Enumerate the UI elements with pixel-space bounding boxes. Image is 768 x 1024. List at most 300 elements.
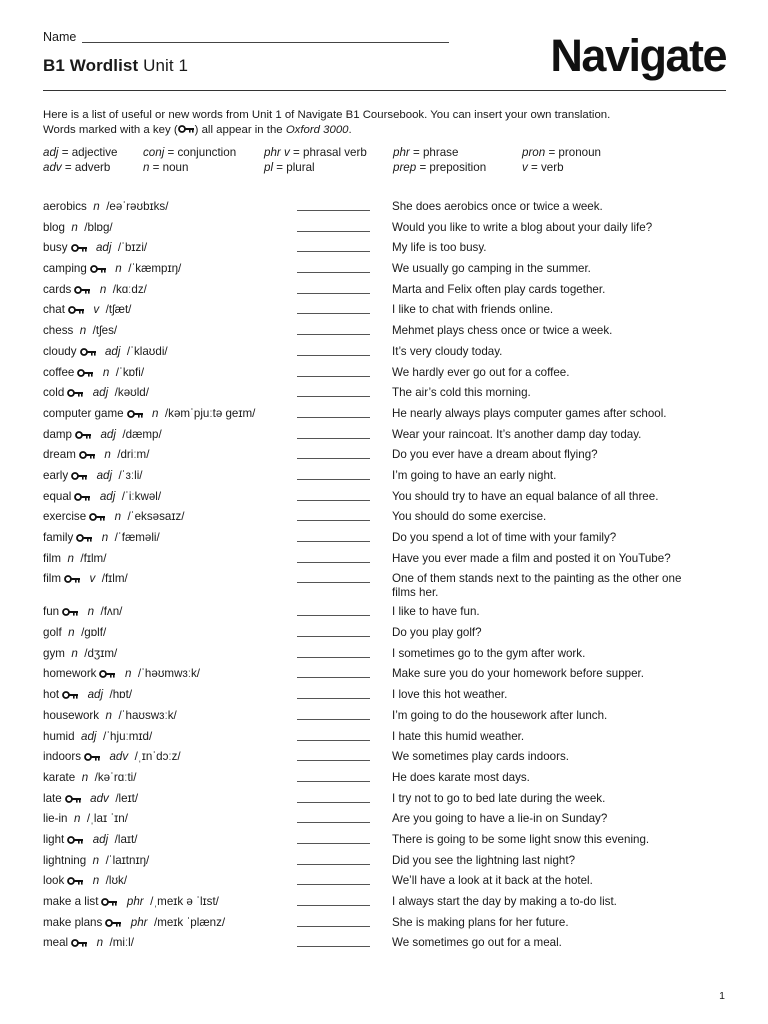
wordlist-row [43,707,733,728]
headword: make a list [43,895,99,908]
word-entry [43,605,122,618]
phonetic: /fʌn/ [100,605,123,619]
part-of-speech: n [71,646,78,660]
translation-blank[interactable] [297,396,370,397]
oxford-key-icon [101,895,118,908]
word-entry [43,428,162,441]
word-entry [43,709,177,722]
title-rest: Unit 1 [138,56,189,75]
phonetic: /ˈeksəsaɪz/ [127,510,185,524]
example-sentence: One of them stands next to the painting as the other one films her. [392,572,682,600]
phonetic: /ˈhəʊmwɜːk/ [137,667,200,681]
phonetic: /ˈiːkwəl/ [121,489,162,503]
word-entry [43,667,200,680]
headword: hot [43,688,60,702]
abbreviation-column-4 [393,145,486,175]
wordlist-row [43,426,733,447]
part-of-speech: v [93,303,100,317]
wordlist-row [43,281,733,302]
page-title [43,56,188,76]
phonetic: /tʃes/ [92,324,118,338]
phonetic: /ˈfæməli/ [114,531,160,544]
abbr-term: v [522,161,528,174]
wordlist-row [43,343,733,364]
wordlist-row [43,748,733,769]
name-label: Name [43,30,77,44]
abbreviation-column-1 [43,145,117,175]
translation-blank[interactable] [297,946,370,947]
example-sentence: He nearly always plays computer games after school. [392,406,667,420]
wordlist-row [43,810,733,831]
abbr-meaning: = adjective [58,146,118,159]
header-divider [43,90,726,91]
part-of-speech: adj [99,489,116,503]
intro-line-2-c: . [348,124,352,136]
headword: karate [43,770,76,784]
wordlist-row [43,914,733,935]
word-entry [43,771,136,784]
abbreviation-column-2 [143,145,236,175]
part-of-speech: n [93,200,100,213]
wordlist-row [43,239,733,260]
translation-blank[interactable] [297,781,370,782]
example-sentence: I like to chat with friends online. [392,303,554,317]
wordlist-row [43,446,733,467]
translation-blank[interactable] [297,417,370,418]
example-sentence: I’m going to do the housework after lunch. [392,708,608,722]
word-entry [43,200,168,213]
wordlist-row [43,570,733,603]
word-entry [43,895,219,908]
phonetic: /blɒg/ [84,220,113,234]
phonetic: /ˈbɪzi/ [117,241,148,255]
word-entry [43,936,134,949]
wordlist-row [43,301,733,322]
translation-blank[interactable] [297,438,370,439]
wordlist-row [43,467,733,488]
phonetic: /dʒɪm/ [84,646,118,660]
abbr-term: n [143,161,150,174]
translation-blank[interactable] [297,231,370,232]
word-entry [43,647,117,660]
title-bold: B1 Wordlist [43,56,139,75]
translation-blank[interactable] [297,562,370,563]
word-entry [43,469,143,482]
headword: early [43,468,69,482]
phonetic: /kəˈrɑːti/ [94,770,137,784]
oxford-key-icon [178,123,195,138]
headword: chess [43,324,74,338]
oxford-key-icon [65,792,82,805]
part-of-speech: adj [95,241,112,255]
example-sentence: The air’s cold this morning. [392,386,531,400]
word-entry [43,510,185,523]
oxford-key-icon [74,283,91,296]
intro-line-2-b: ) all appear in the [194,124,286,136]
abbr-meaning: = phrase [409,146,459,159]
part-of-speech: n [71,220,78,234]
translation-blank[interactable] [297,582,370,583]
abbr-meaning: = pronoun [545,146,601,159]
example-sentence: We sometimes play cards indoors. [392,750,569,764]
part-of-speech: n [105,708,112,722]
word-entry [43,386,149,399]
translation-blank[interactable] [297,520,370,521]
translation-blank[interactable] [297,926,370,927]
word-entry [43,448,149,461]
part-of-speech: n [67,551,74,565]
headword: coffee [43,365,75,379]
headword: late [43,791,62,805]
word-entry [43,324,117,337]
intro-line-2-a: Words marked with a key ( [43,124,178,136]
translation-blank[interactable] [297,636,370,637]
part-of-speech: adv [90,791,109,805]
translation-blank[interactable] [297,210,370,211]
wordlist-rows [43,198,733,955]
part-of-speech: adj [81,729,97,743]
example-sentence: I always start the day by making a to-do list. [392,895,617,908]
phonetic: /fɪlm/ [101,572,128,586]
part-of-speech: adj [92,832,109,846]
part-of-speech: adj [100,427,116,441]
phonetic: /ˈhaʊswɜːk/ [118,708,177,722]
part-of-speech: n [99,282,107,296]
word-entry [43,833,138,846]
part-of-speech: n [81,770,89,784]
word-entry [43,366,144,379]
wordlist-row [43,405,733,426]
part-of-speech: n [92,853,100,867]
phonetic: /meɪk ˈplænz/ [153,915,226,929]
part-of-speech: n [104,448,111,462]
example-sentence: I hate this humid weather. [392,729,525,743]
abbr-term: phr [393,146,410,159]
word-entry [43,221,113,234]
oxford-3000-text: Oxford 3000 [285,124,349,136]
translation-blank[interactable] [297,615,370,616]
oxford-key-icon [67,386,84,399]
example-sentence: I’m going to have an early night. [392,468,557,482]
example-sentence: My life is too busy. [392,241,487,255]
wordlist-row [43,686,733,707]
word-entry [43,688,132,701]
oxford-key-icon [89,510,106,523]
phonetic: /kəmˈpjuːtə geɪm/ [164,406,256,420]
example-sentence: There is going to be some light snow this evening. [392,832,650,846]
example-sentence: I try not to go to bed late during the week. [392,791,606,805]
oxford-key-icon [62,688,79,701]
name-field-line[interactable] [82,42,449,43]
phonetic: /ˈlaɪtnɪŋ/ [105,853,150,867]
translation-blank[interactable] [297,313,370,314]
oxford-key-icon [77,366,94,379]
oxford-key-icon [68,303,85,316]
wordlist-row [43,322,733,343]
oxford-key-icon [76,531,93,544]
wordlist-row [43,645,733,666]
oxford-key-icon [105,916,122,929]
example-sentence: She is making plans for her future. [392,915,569,929]
translation-blank[interactable] [297,272,370,273]
phonetic: /ˈkæmpɪŋ/ [128,262,182,276]
part-of-speech: n [87,605,95,619]
part-of-speech: n [68,626,75,640]
example-sentence: She does aerobics once or twice a week. [392,200,603,213]
phonetic: /ˈkɒfi/ [115,365,145,379]
example-sentence: We sometimes go out for a meal. [392,936,562,950]
abbr-meaning: = verb [527,161,564,174]
headword: busy [43,241,68,255]
headword: housework [43,708,100,722]
wordlist-row [43,508,733,529]
word-entry [43,262,181,275]
phonetic: /tʃæt/ [105,303,132,317]
headword: cards [43,282,72,296]
part-of-speech: n [114,510,122,524]
word-entry [43,812,128,825]
phonetic: /ˌmeɪk ə ˈlɪst/ [150,895,219,908]
translation-blank[interactable] [297,864,370,865]
headword: damp [43,427,73,441]
part-of-speech: phr [130,915,148,929]
word-entry [43,241,147,254]
part-of-speech: n [92,874,100,888]
headword: meal [43,936,69,950]
phonetic: /lʊk/ [105,874,128,888]
word-entry [43,303,131,316]
wordlist-row [43,852,733,873]
oxford-key-icon [74,490,91,503]
oxford-key-icon [99,667,116,680]
translation-blank[interactable] [297,458,370,459]
oxford-key-icon [84,750,101,763]
translation-blank[interactable] [297,822,370,823]
oxford-key-icon [67,833,84,846]
headword: blog [43,220,65,234]
phonetic: /ˈklaʊdi/ [126,344,168,358]
phonetic: /ˌlaɪ ˈɪn/ [86,812,128,826]
word-entry [43,407,255,420]
example-sentence: Make sure you do your homework before supper. [392,667,644,681]
oxford-key-icon [71,936,88,949]
wordlist-row [43,219,733,240]
translation-blank[interactable] [297,698,370,699]
translation-blank[interactable] [297,740,370,741]
headword: computer game [43,406,124,420]
abbr-term: adj [43,146,59,159]
word-entry [43,552,106,565]
headword: film [43,551,62,565]
part-of-speech: n [124,667,132,681]
translation-blank[interactable] [297,479,370,480]
intro-text [43,108,733,138]
example-sentence: We’ll have a look at it back at the hotel. [392,874,593,888]
wordlist-row [43,934,733,955]
wordlist-row [43,488,733,509]
part-of-speech: adj [96,468,113,482]
abbr-meaning: = plural [273,161,315,174]
translation-blank[interactable] [297,500,370,501]
navigate-logo: Navigate [550,30,726,81]
wordlist-row [43,728,733,749]
example-sentence: We usually go camping in the summer. [392,262,591,276]
headword: golf [43,626,62,640]
oxford-key-icon [80,345,97,358]
headword: light [43,832,65,846]
word-entry [43,283,147,296]
wordlist-row [43,260,733,281]
example-sentence: It’s very cloudy today. [392,344,503,358]
phonetic: /fɪlm/ [80,551,107,565]
wordlist-row [43,384,733,405]
oxford-key-icon [90,262,107,275]
translation-blank[interactable] [297,293,370,294]
headword: lightning [43,853,87,867]
translation-blank[interactable] [297,802,370,803]
abbr-meaning: = adverb [61,161,111,174]
headword: exercise [43,510,87,524]
abbr-term: adv [43,161,62,174]
word-entry [43,572,128,585]
wordlist-row [43,624,733,645]
example-sentence: I like to have fun. [392,605,480,619]
translation-blank[interactable] [297,376,370,377]
phonetic: /miːl/ [109,936,134,950]
headword: indoors [43,750,82,764]
example-sentence: Would you like to write a blog about your daily life? [392,220,653,234]
part-of-speech: n [152,406,159,420]
wordlist-row [43,790,733,811]
phonetic: /laɪt/ [114,832,138,846]
phonetic: /ˈhjuːmɪd/ [102,729,153,743]
abbr-meaning: = noun [149,161,189,174]
translation-blank[interactable] [297,760,370,761]
translation-blank[interactable] [297,905,370,906]
phonetic: /hɒt/ [109,688,133,702]
headword: film [43,572,62,586]
word-entry [43,626,106,639]
part-of-speech: adj [92,386,109,400]
example-sentence: Do you spend a lot of time with your family? [392,531,617,544]
example-sentence: I love this hot weather. [392,688,508,702]
headword: camping [43,262,87,276]
abbr-term: pl [264,161,274,174]
wordlist-row [43,550,733,571]
part-of-speech: v [89,572,96,586]
part-of-speech: adj [87,688,104,702]
headword: cloudy [43,344,77,358]
example-sentence: We hardly ever go out for a coffee. [392,365,570,379]
wordlist-row [43,831,733,852]
part-of-speech: phr [126,895,144,908]
wordlist-row [43,529,733,550]
phonetic: /leɪt/ [115,791,139,805]
example-sentence: Have you ever made a film and posted it on YouTube? [392,551,671,565]
oxford-key-icon [71,241,88,254]
abbr-meaning: = preposition [416,161,487,174]
abbreviation-column-3 [264,145,367,175]
part-of-speech: adj [104,344,121,358]
headword: aerobics [43,200,87,213]
abbr-term: conj [143,146,165,159]
part-of-speech: n [101,531,109,544]
example-sentence: I sometimes go to the gym after work. [392,646,586,660]
page-number: 1 [719,990,725,1002]
headword: dream [43,448,76,462]
intro-line-2 [43,123,733,138]
example-sentence: Did you see the lightning last night? [392,853,576,867]
word-entry [43,854,149,867]
example-sentence: Do you play golf? [392,626,482,640]
translation-blank[interactable] [297,843,370,844]
part-of-speech: n [73,812,81,826]
word-entry [43,916,225,929]
abbr-meaning: = conjunction [164,146,237,159]
phonetic: /ˈɜːli/ [118,468,143,482]
wordlist-row [43,198,733,219]
wordlist-row [43,665,733,686]
translation-blank[interactable] [297,355,370,356]
translation-blank[interactable] [297,884,370,885]
headword: equal [43,489,72,503]
wordlist-row [43,364,733,385]
oxford-key-icon [127,407,144,420]
phonetic: /ˌɪnˈdɔːz/ [134,750,181,764]
wordlist-row [43,872,733,893]
headword: family [43,531,74,544]
example-sentence: Are you going to have a lie-in on Sunday? [392,812,608,826]
part-of-speech: n [102,365,110,379]
wordlist-row [43,603,733,624]
oxford-key-icon [62,605,79,618]
phonetic: /kəʊld/ [114,386,149,400]
abbreviation-column-5 [522,145,601,175]
oxford-key-icon [75,428,92,441]
oxford-key-icon [67,874,84,887]
abbr-term: prep [393,161,417,174]
word-entry [43,345,168,358]
example-sentence: Wear your raincoat. It’s another damp day today. [392,427,642,441]
headword: humid [43,729,75,743]
part-of-speech: adv [109,750,129,764]
intro-line-1: Here is a list of useful or new words from Unit 1 of Navigate B1 Coursebook. You can insert your own translation. [43,109,611,121]
translation-blank[interactable] [297,657,370,658]
translation-blank[interactable] [297,334,370,335]
wordlist-row [43,893,733,914]
headword: make plans [43,915,103,929]
part-of-speech: n [96,936,104,950]
headword: lie-in [43,812,68,826]
word-entry [43,874,127,887]
phonetic: /driːm/ [117,448,150,462]
translation-blank[interactable] [297,719,370,720]
part-of-speech: n [79,324,87,338]
word-entry [43,490,161,503]
translation-blank[interactable] [297,251,370,252]
headword: gym [43,646,65,660]
word-entry [43,792,138,805]
oxford-key-icon [64,572,81,585]
abbr-term: pron [522,146,546,159]
translation-blank[interactable] [297,677,370,678]
phonetic: /kɑːdz/ [112,282,147,296]
word-entry [43,531,160,544]
example-sentence: You should try to have an equal balance of all three. [392,489,659,503]
headword: fun [43,605,60,619]
wordlist-row [43,769,733,790]
translation-blank[interactable] [297,541,370,542]
